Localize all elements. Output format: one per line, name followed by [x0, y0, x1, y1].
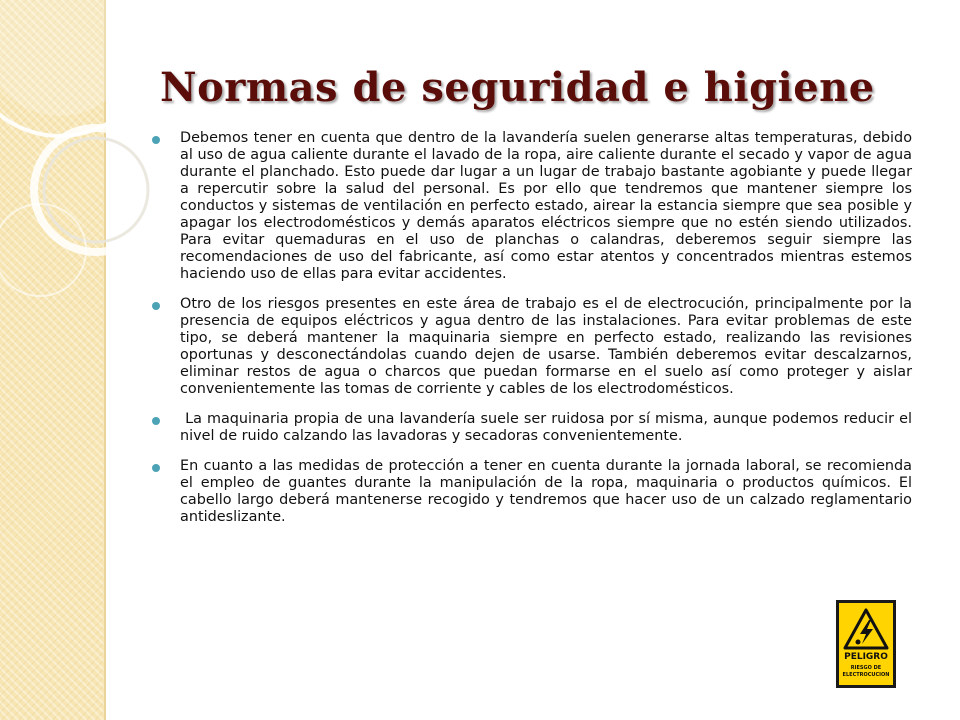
bullet-list [150, 130, 917, 539]
bullet-text: La maquinaria propia de una lavandería suele ser ruidosa por sí misma, aunque podemos reducir el nivel de ruido calzando las lavadoras y secadoras convenientemente. [180, 411, 917, 444]
danger-sign [836, 600, 896, 688]
sign-peligro-text: PELIGRO [844, 652, 888, 662]
bullet-dot-icon [152, 302, 160, 310]
sign-subtext-1: RIESGO DE [850, 665, 882, 671]
bullet-text: Otro de los riesgos presentes en este área de trabajo es el de electrocución, principalmente por la presencia de equipos eléctricos y agua dentro de las instalaciones. Para evitar problemas de este tipo, se deberá mantener la maquinaria siempre en perfecto estado, realizando las revisiones oportunas y desconectándolas cuando dejen de usarse. También deberemos evitar descalzarnos, eliminar restos de agua o charcos que puedan formarse en el suelo así como proteger y aislar convenientemente las tomas de corriente y cables de los electrodomésticos. [180, 296, 912, 397]
slide-title: Normas de seguridad e higiene [160, 64, 875, 111]
electric-hazard-icon [843, 607, 889, 651]
bullet-dot-icon [152, 417, 160, 425]
bullet-text: En cuanto a las medidas de protección a tener en cuenta durante la jornada laboral, se recomienda el empleo de guantes durante la manipulación de la ropa, maquinaria o productos químicos. El cabello largo deberá mantenerse recogido y tendremos que hacer uso de un calzado reglamentario antideslizante. [180, 458, 912, 525]
bullet-dot-icon [152, 464, 160, 472]
bullet-item-electrocution [150, 296, 912, 398]
bullet-item-protection [150, 458, 912, 526]
bullet-text: Debemos tener en cuenta que dentro de la lavandería suelen generarse altas temperaturas, debido al uso de agua caliente durante el lavado de la ropa, aire caliente durante el secado y vapor de agua durante el planchado. Esto puede dar lugar a un lugar de trabajo bastante agobiante y puede llegar a repercutir sobre la salud del personal. Es por ello que tendremos que mantener siempre los conductos y sistemas de ventilación en perfecto estado, airear la estancia siempre que sea posible y apagar los electrodomésticos y demás aparatos eléctricos siempre que no estén siendo utilizados. Para evitar quemaduras en el uso de planchas o calandras, deberemos seguir siempre las recomendaciones de uso del fabricante, así como estar atentos y concentrados mientras estemos haciendo uso de ellas para evitar accidentes. [180, 130, 912, 282]
sign-subtext-2: ELECTROCUCION [842, 672, 890, 678]
bullet-dot-icon [152, 136, 160, 144]
bullet-item-temperatures [150, 130, 912, 283]
bullet-item-noise [150, 411, 917, 445]
